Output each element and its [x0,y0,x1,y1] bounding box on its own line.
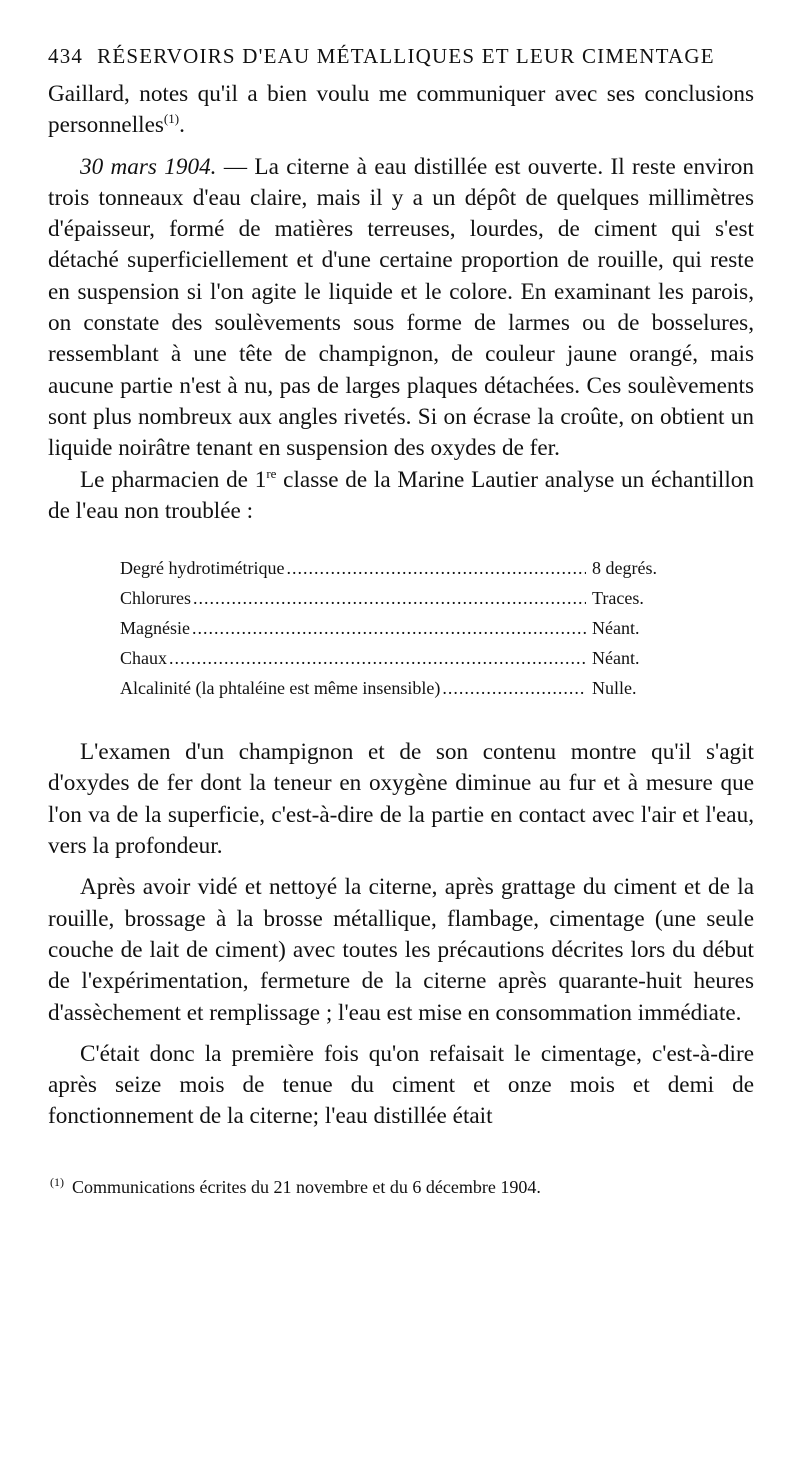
paragraph-pharmacien-start: Le pharmacien de 1 [80,466,267,493]
analysis-value: 8 degrés. [592,558,657,579]
running-header [48,44,754,69]
dot-leader [169,643,586,673]
paragraph-citerne-text: — La citerne à eau distillée est ouverte. Il reste environ trois tonneaux d'eau claire, mais il y a un dépôt de quelques millimètres d'épaisseur, formé de matières terreuses, lourdes, de ciment qui s'est détaché superficiellement et d'une certaine proportion de rouille, qui reste en suspension si l'on agite le liquide et le colore. En examinant les parois, on constate des soulèvements sous forme de larmes ou de bosselures, ressemblant à une tête de champignon, de couleur jaune orangé, mais aucune partie n'est à nu, pas de larges plaques détachées. Ces soulèvements sont plus nombreux aux angles rivetés. Si on écrase la croûte, on obtient un liquide noirâtre tenant en suspension des oxydes de fer. [48,153,754,462]
paragraph-cimentage: C'était donc la première fois qu'on refaisait le cimentage, c'est-à-dire après seize mois de tenue du ciment et onze mois et demi de fonctionnement de la citerne; l'eau distillée était [48,1040,754,1130]
paragraph-gaillard-end: . [179,112,185,139]
analysis-table [120,553,680,703]
analysis-label: Chlorures [120,588,191,609]
paragraph-gaillard-text: Gaillard, notes qu'il a bien voulu me communiquer avec ses conclusions personnelles [48,81,754,139]
dot-leader [442,673,586,703]
paragraph-champignon: L'examen d'un champignon et de son contenu montre qu'il s'agit d'oxydes de fer dont la teneur en oxygène diminue au fur et à mesure que l'on va de la superficie, c'est-à-dire de la partie en contact avec l'air et l'eau, vers la profondeur. [48,739,754,860]
analysis-value: Nulle. [592,678,637,699]
footnote-reference: (1) [163,111,180,127]
analysis-row [120,643,680,673]
analysis-value: Traces. [592,588,644,609]
analysis-value: Néant. [592,648,640,669]
footnote-mark: (1) [50,1174,64,1189]
paragraph-gaillard [48,79,754,142]
dot-leader [193,583,586,613]
paragraph-pharmacien [48,465,754,528]
dot-leader [192,613,586,643]
ordinal-suffix: re [266,465,277,481]
analysis-row [120,583,680,613]
analysis-row [120,613,680,643]
entry-date: 30 mars 1904. [80,153,217,180]
analysis-value: Néant. [592,618,640,639]
analysis-label: Degré hydrotimétrique [120,558,285,579]
analysis-label: Magnésie [120,618,190,639]
analysis-label: Chaux [120,648,167,669]
paragraph-pharmacien-end: classe de la Marine Lautier analyse un échantillon de l'eau non troublée : [48,466,754,524]
analysis-label: Alcalinité (la phtaléine est même insensible) [120,678,441,699]
analysis-row [120,673,680,703]
footnote [48,1169,754,1200]
paragraph-citerne [48,152,754,465]
footnote-text: Communications écrites du 21 novembre et du 6 décembre 1904. [72,1176,541,1197]
paragraph-nettoyage: Après avoir vidé et nettoyé la citerne, après grattage du ciment et de la rouille, brossage à la brosse métallique, flambage, cimentage (une seule couche de lait de ciment) avec toutes les précautions décrites lors du début de l'expérimentation, fermeture de la citerne après quarante-huit heures d'assèchement et remplissage ; l'eau est mise en consommation immédiate. [48,874,754,1026]
dot-leader [286,553,586,583]
page-number: 434 [48,44,84,68]
analysis-row [120,553,680,583]
running-title: RÉSERVOIRS D'EAU MÉTALLIQUES ET LEUR CIMENTAGE [97,44,715,68]
book-page [48,44,754,1200]
